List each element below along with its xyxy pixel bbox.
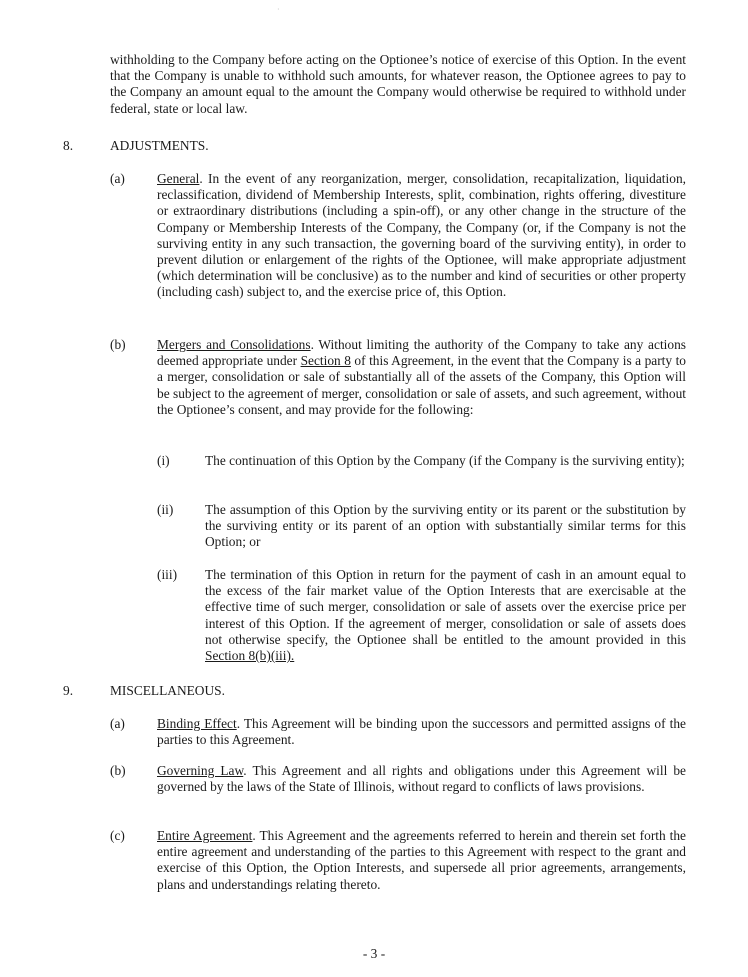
clause-9a-text: . This Agreement will be binding upon the successors and permitted assigns of the parties to this Agreement. — [157, 716, 686, 748]
clause-8a-paragraph — [157, 171, 686, 301]
section-8-heading: ADJUSTMENTS. — [110, 138, 209, 153]
clause-9b-paragraph — [157, 763, 686, 795]
scan-speck: · — [277, 5, 280, 14]
item-iii-section-ref: Section 8(b)(iii). — [205, 648, 295, 664]
clause-8b-text-2: of this Agreement, in the event that the Company is a party to a merger, consolidation or sale of substantially all of the assets of the Company, this Option will be subject to the agreement of merger, consolidation or sale of assets, and such agreement, without the Optionee’s consent, and may provide for the following: — [157, 353, 687, 417]
clause-8a-text: . In the event of any reorganization, merger, consolidation, recapitalization, liquidation, reclassification, dividend of Membership Interests, split, combination, rights offering, divestiture or extraordinary distributions (including a spin-off), or any other change in the structure of the Company or Membership Interests of the Company, the Company (or, if the Company is not the surviving entity in any such transaction, the governing board of the surviving entity), in order to prevent dilution or enlargement of the rights of the Optionee, will make appropriate adjustment (which determination will be conclusive) as to the number and kind of securities or other property (including cash) subject to, and the exercise price of, this Option. — [157, 171, 686, 300]
clause-9a-title: Binding Effect — [157, 716, 237, 731]
clause-8a-label: (a) — [110, 171, 125, 186]
clause-9c-label: (c) — [110, 828, 125, 843]
intro-paragraph: withholding to the Company before acting on the Optionee’s notice of exercise of this Option. In the event that the Company is unable to withhold such amounts, for whatever reason, the Optionee agrees to pay to the Company an amount equal to the amount the Company would otherwise be required to withhold under federal, state or local law. — [110, 52, 686, 116]
page-number: - 3 - — [362, 946, 386, 961]
item-iii-body: The termination of this Option in return for the payment of cash in an amount equal to the excess of the fair market value of the Option Interests that are exercisable at the effective time of such merger, consolidation or sale of assets over the exercise price per interest of this Option. If the agreement of merger, consolidation or sale of assets does not otherwise specify, the Optionee shall be entitled to the amount provided in this — [205, 567, 686, 647]
item-i-label: (i) — [157, 453, 170, 468]
clause-9b-text: . This Agreement and all rights and obligations under this Agreement will be governed by the laws of the State of Illinois, without regard to conflicts of laws provisions. — [157, 763, 687, 795]
clause-9c-title: Entire Agreement — [157, 828, 253, 843]
item-ii-text: The assumption of this Option by the surviving entity or its parent or the substitution by the surviving entity or its parent of an option with substantially similar terms for this Option; or — [205, 502, 686, 550]
clause-8b-text-1: . Without limiting the authority of the Company to take any actions deemed appropriate under — [157, 337, 686, 369]
clause-8b-label: (b) — [110, 337, 126, 352]
clause-9a-label: (a) — [110, 716, 125, 731]
section-8-number: 8. — [63, 138, 74, 153]
clause-8b-paragraph — [157, 337, 686, 418]
section-9-heading: MISCELLANEOUS. — [110, 683, 225, 698]
item-iii-label: (iii) — [157, 567, 178, 582]
section-9-number: 9. — [63, 683, 74, 698]
clause-9c-paragraph — [157, 828, 686, 893]
item-ii-label: (ii) — [157, 502, 174, 517]
clause-9b-title: Governing Law — [157, 763, 244, 778]
clause-8b-title: Mergers and Consolidations — [157, 337, 311, 352]
item-i-text: The continuation of this Option by the Company (if the Company is the surviving entity); — [205, 453, 685, 468]
clause-8a-title: General — [157, 171, 200, 186]
clause-9a-paragraph — [157, 716, 686, 748]
item-iii-text — [205, 567, 686, 664]
clause-9c-text: . This Agreement and the agreements referred to herein and therein set forth the entire agreement and understanding of the parties to this Agreement with respect to the grant and exercise of this Option, the Option Interests, and supersede all prior agreements, arrangements, plans and understandings relating thereto. — [157, 828, 686, 892]
clause-8b-section-ref: Section 8 — [300, 353, 351, 369]
clause-9b-label: (b) — [110, 763, 126, 778]
